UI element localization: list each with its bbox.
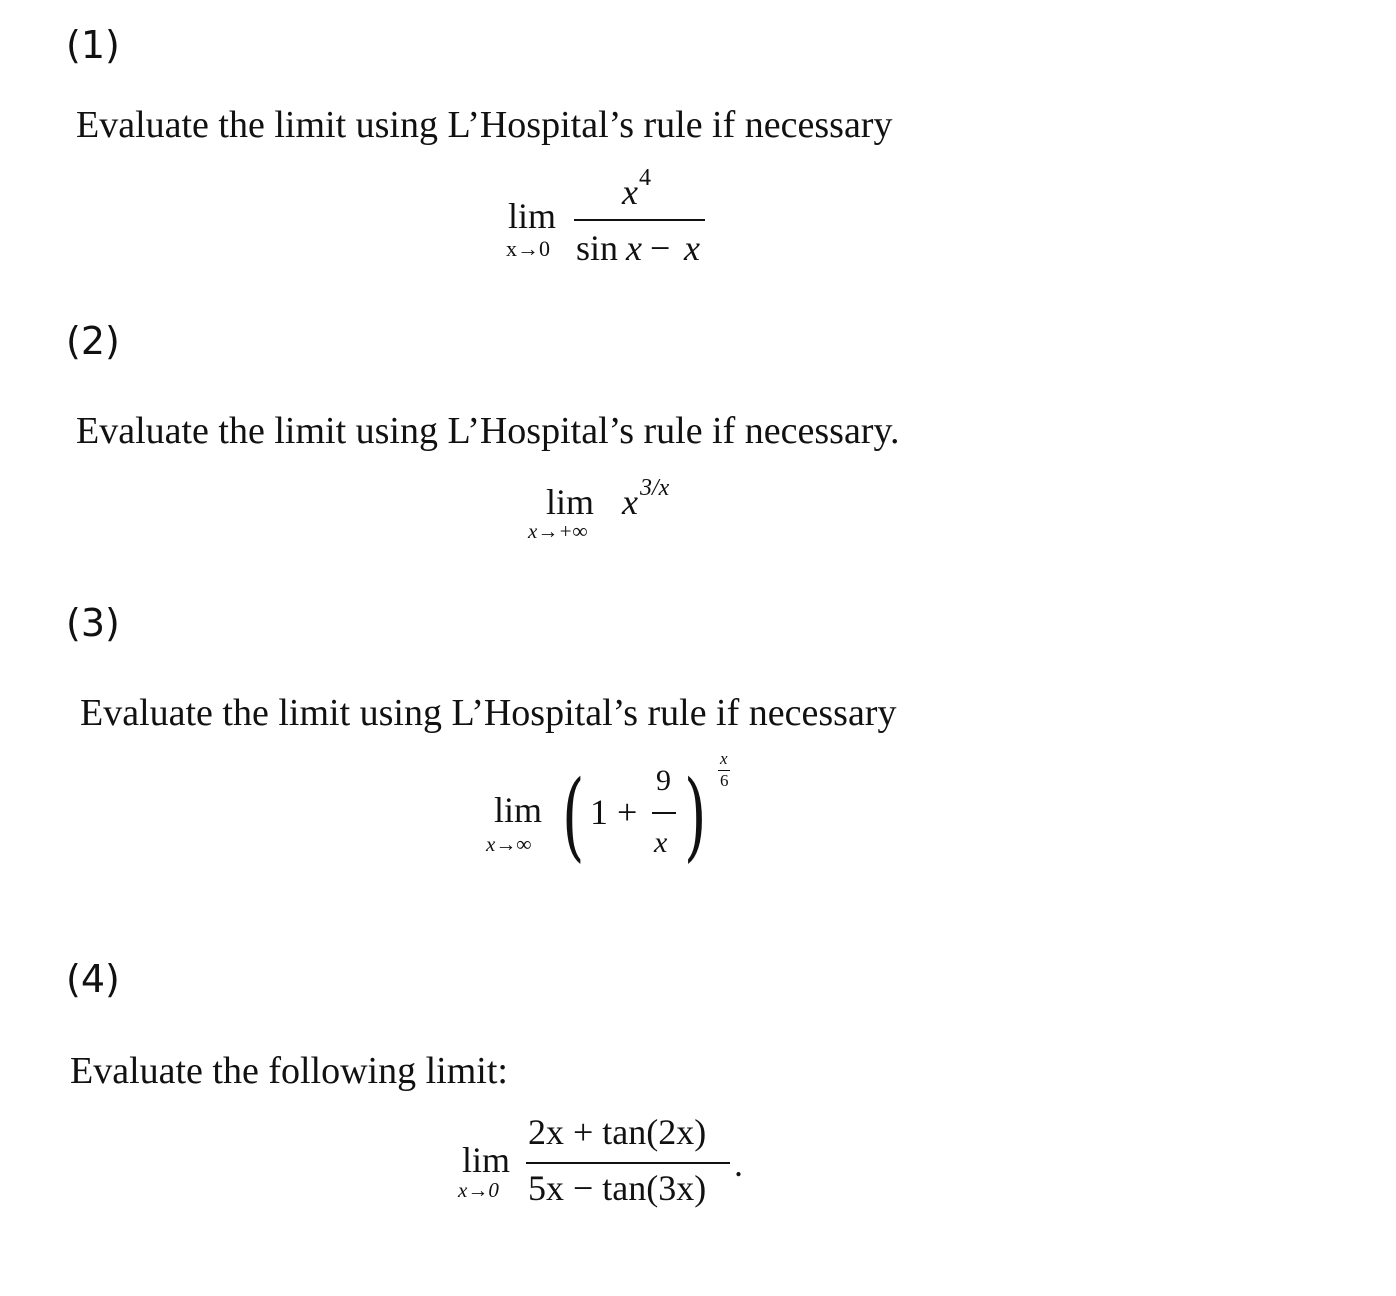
problem-3-limit-expression (484, 748, 744, 878)
problem-2-number: (2) (66, 319, 120, 363)
numerator-base: x (622, 172, 638, 212)
problem-4-limit-expression (456, 1108, 756, 1218)
power-exponent: 3/x (640, 475, 670, 501)
problem-3-number: (3) (66, 601, 120, 645)
problem-2-limit-expression (526, 470, 706, 550)
denominator-op: − (650, 228, 671, 268)
lim-subscript: x→+∞ (528, 519, 588, 543)
fraction-denominator: x (654, 826, 668, 859)
left-parenthesis: ( (562, 760, 585, 872)
lim-operator: lim (494, 790, 543, 830)
right-parenthesis: ) (684, 760, 707, 872)
exponent-numerator: x (720, 749, 728, 768)
lim-operator: lim (462, 1140, 511, 1180)
lim-subscript: x→0 (458, 1178, 499, 1202)
problem-4-prompt: Evaluate the following limit: (70, 1050, 508, 1092)
problem-1-prompt: Evaluate the limit using L’Hospital’s rule if necessary (76, 104, 893, 146)
numerator-exponent: 4 (639, 165, 651, 191)
fraction-numerator: 2x + tan(2x) (528, 1112, 707, 1152)
exponent-denominator: 6 (720, 771, 729, 790)
denominator-func: sin (576, 228, 619, 268)
trailing-period: . (734, 1144, 743, 1184)
lim-subscript: x→∞ (486, 832, 532, 856)
lim-operator: lim (508, 196, 557, 236)
fraction-bar (574, 219, 705, 221)
problem-1-number: (1) (66, 23, 120, 67)
fraction-denominator: 5x − tan(3x) (528, 1168, 707, 1208)
denominator-arg: x (626, 228, 642, 268)
fraction-numerator: 9 (656, 764, 671, 797)
lim-operator: lim (546, 482, 595, 522)
lim-subscript: x→0 (506, 236, 550, 261)
one-plus: 1 + (590, 792, 638, 832)
problem-4-number: (4) (66, 957, 120, 1001)
problem-2-prompt: Evaluate the limit using L’Hospital’s rule if necessary. (76, 410, 900, 452)
fraction-bar (526, 1162, 730, 1164)
problem-1-limit-expression (500, 160, 720, 270)
power-base: x (622, 482, 638, 522)
problem-3-prompt: Evaluate the limit using L’Hospital’s rule if necessary (80, 692, 897, 734)
fraction-bar (652, 812, 676, 814)
denominator-term: x (684, 228, 700, 268)
